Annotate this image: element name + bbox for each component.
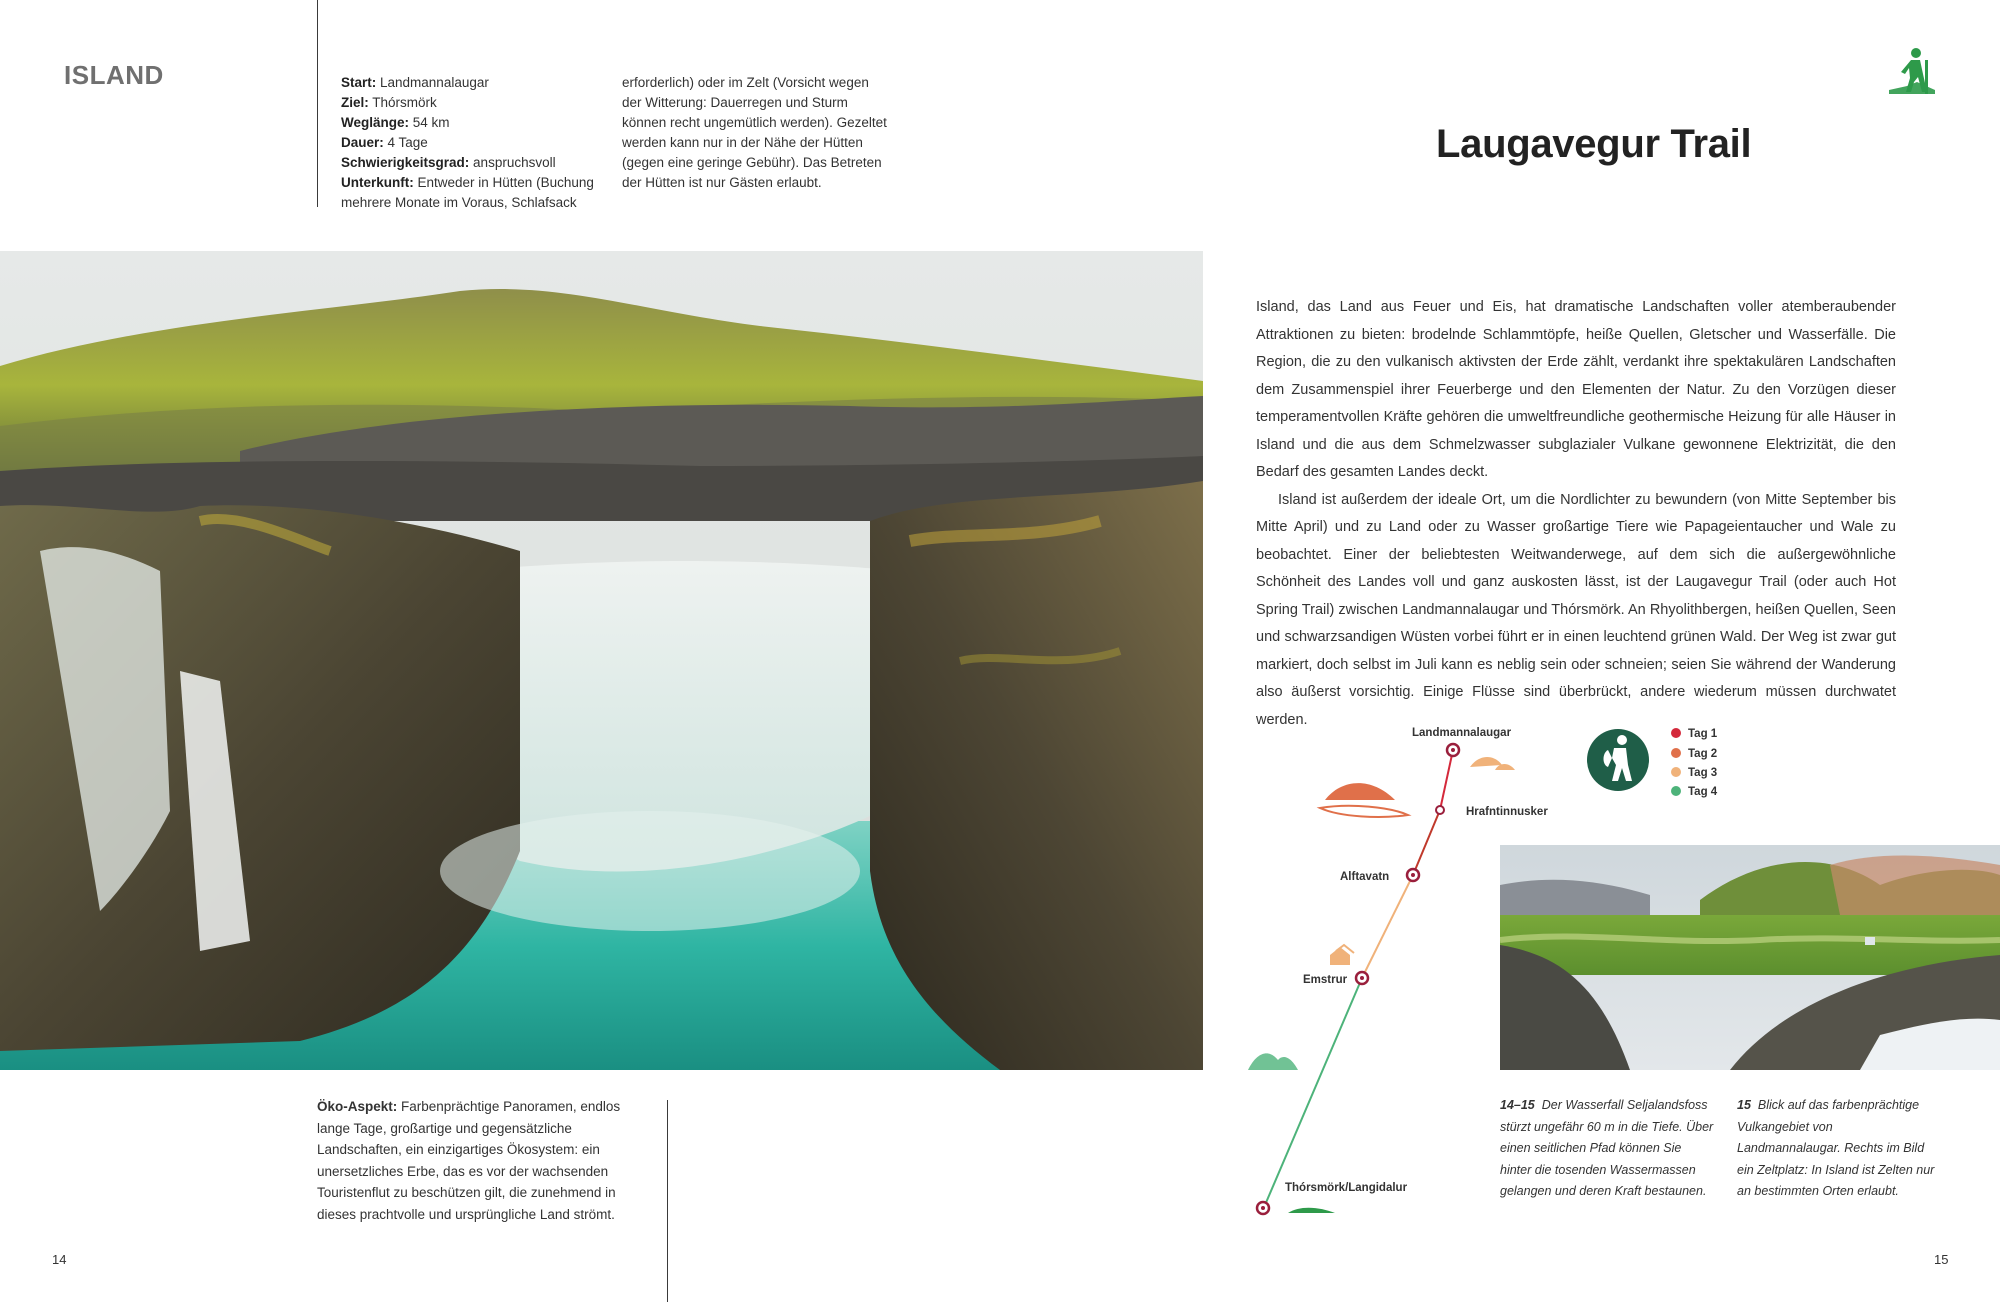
- caption-14-15: [1500, 1095, 1715, 1203]
- body-paragraph-1: Island, das Land aus Feuer und Eis, hat dramatische Landschaften voller atemberaubender Attraktionen zu bieten: brodelnde Schlammtöpfe, heiße Quellen, Gletscher und Wasserfälle. Die Region, die zu den vulkanisch aktivsten der Erde zählt, verdankt ihre spektakulären Landschaften dem Zusammenspiel ihrer Feuerberge und den Elementen der Natur. Zu den Vorzügen dieser temperamentvollen Kräfte gehören die umweltfreundliche geothermische Heizung für alle Häuser in Island und die aus dem Schmelzwasser subglazialer Vulkane gewonnene Elektrizität, die den Bedarf des gesamten Landes deckt.: [1256, 299, 1896, 480]
- fact-duration: Dauer: 4 Tage: [341, 135, 428, 150]
- legend-label: Tag 2: [1688, 748, 1718, 760]
- caption-number: 15: [1737, 1098, 1751, 1112]
- facts-line: erforderlich) oder im Zelt (Vorsicht wegen: [622, 75, 869, 90]
- eco-aspect: [317, 1096, 644, 1225]
- waterfall-photo: [0, 251, 1203, 1070]
- facts-line: können recht ungemütlich werden). Gezeltet: [622, 115, 887, 130]
- legend-dot: [1671, 767, 1681, 777]
- caption-text: Der Wasserfall Seljalandsfoss stürzt ungefähr 60 m in die Tiefe. Über einen seitlichen Pfad können Sie hinter die tosenden Wassermassen gelangen und deren Kraft bestaunen.: [1500, 1098, 1714, 1198]
- country-label: ISLAND: [64, 60, 164, 90]
- stop-label-landmannalaugar: Landmannalaugar: [1412, 727, 1512, 739]
- facts-line: der Witterung: Dauerregen und Sturm: [622, 95, 848, 110]
- body-text: [1256, 294, 1896, 734]
- stop-label-emstrur: Emstrur: [1303, 974, 1348, 986]
- legend-label: Tag 1: [1688, 728, 1718, 740]
- stop-label-thorsmork: Thórsmörk/Langidalur: [1285, 1182, 1408, 1194]
- stop-marker: [1257, 1202, 1269, 1214]
- facts-col-1: [341, 73, 611, 213]
- hiker-badge-icon: [1587, 729, 1649, 791]
- eco-text: Farbenprächtige Panoramen, endlos lange Tage, großartige und gegensätzliche Landschaften, ein einzigartiges Ökosystem: ein unersetzliches Erbe, das es vor der wachsenden Touristenflut zu beschützen gilt, die zunehmend in dieses prachtvolle und ursprüngliche Land strömt.: [317, 1099, 621, 1222]
- header-divider: [317, 0, 318, 207]
- legend-dot: [1671, 728, 1681, 738]
- facts-line: der Hütten ist nur Gästen erlaubt.: [622, 175, 822, 190]
- fact-difficulty: Schwierigkeitsgrad: anspruchsvoll: [341, 155, 556, 170]
- stop-marker: [1436, 806, 1444, 814]
- fact-start: Start: Landmannalaugar: [341, 75, 489, 90]
- legend-dot: [1671, 748, 1681, 758]
- footer-divider: [667, 1100, 668, 1302]
- stop-label-hrafntinnusker: Hrafntinnusker: [1466, 806, 1548, 818]
- legend-dot: [1671, 786, 1681, 796]
- landmannalaugar-photo: [1500, 845, 2000, 1070]
- caption-number: 14–15: [1500, 1098, 1535, 1112]
- facts-line: (gegen eine geringe Gebühr). Das Betreten: [622, 155, 882, 170]
- hut-icon: [1330, 945, 1354, 965]
- body-paragraph-2: Island ist außerdem der ideale Ort, um die Nordlichter zu bewundern (von Mitte September bis Mitte April) und zu Land oder zu Wasser großartige Tiere wie Papageientaucher und Wale zu beobachtet. Einer der beliebtesten Weitwanderwege, auf dem sich die außergewöhnliche Schönheit des Landes voll und ganz auskosten lässt, ist der Laugavegur Trail (oder auch Hot Spring Trail) zwischen Landmannalaugar und Thórsmörk. An Rhyolithbergen, heißen Quellen, Seen und schwarzsandigen Wüsten vorbei führt er in einen leuchtend grünen Wald. Der Weg ist zwar gut markiert, doch selbst im Juli kann es neblig sein oder schneien; seien Sie während der Wanderung also äußerst vorsichtig. Einige Flüsse sind überbrückt, andere wiederum müssen durchwatet werden.: [1256, 491, 1896, 728]
- caption-15: [1737, 1095, 1937, 1203]
- fact-accommodation-cont: mehrere Monate im Voraus, Schlafsack: [341, 195, 577, 210]
- page-number-left: 14: [52, 1252, 67, 1267]
- legend-label: Tag 4: [1688, 786, 1718, 798]
- stop-marker: [1447, 744, 1459, 756]
- page-number-right: 15: [1934, 1252, 1949, 1267]
- stop-label-alftavatn: Alftavatn: [1340, 871, 1390, 883]
- facts-col-2: [622, 73, 912, 193]
- page-title: Laugavegur Trail: [1436, 122, 1752, 166]
- stop-marker: [1407, 869, 1419, 881]
- legend-label: Tag 3: [1688, 767, 1718, 779]
- caption-text: Blick auf das farbenprächtige Vulkangebiet von Landmannalaugar. Rechts im Bild ein Zeltplatz: In Island ist Zelten nur an bestimmten Orten erlaubt.: [1737, 1098, 1935, 1198]
- stop-marker: [1356, 972, 1368, 984]
- hiker-icon: [1887, 46, 1937, 96]
- fact-goal: Ziel: Thórsmörk: [341, 95, 437, 110]
- eco-label: Öko-Aspekt:: [317, 1099, 398, 1114]
- legend: [1671, 728, 1718, 798]
- fact-length: Weglänge: 54 km: [341, 115, 450, 130]
- fact-accommodation: Unterkunft: Entweder in Hütten (Buchung: [341, 175, 594, 190]
- facts-line: werden kann nur in der Nähe der Hütten: [622, 135, 863, 150]
